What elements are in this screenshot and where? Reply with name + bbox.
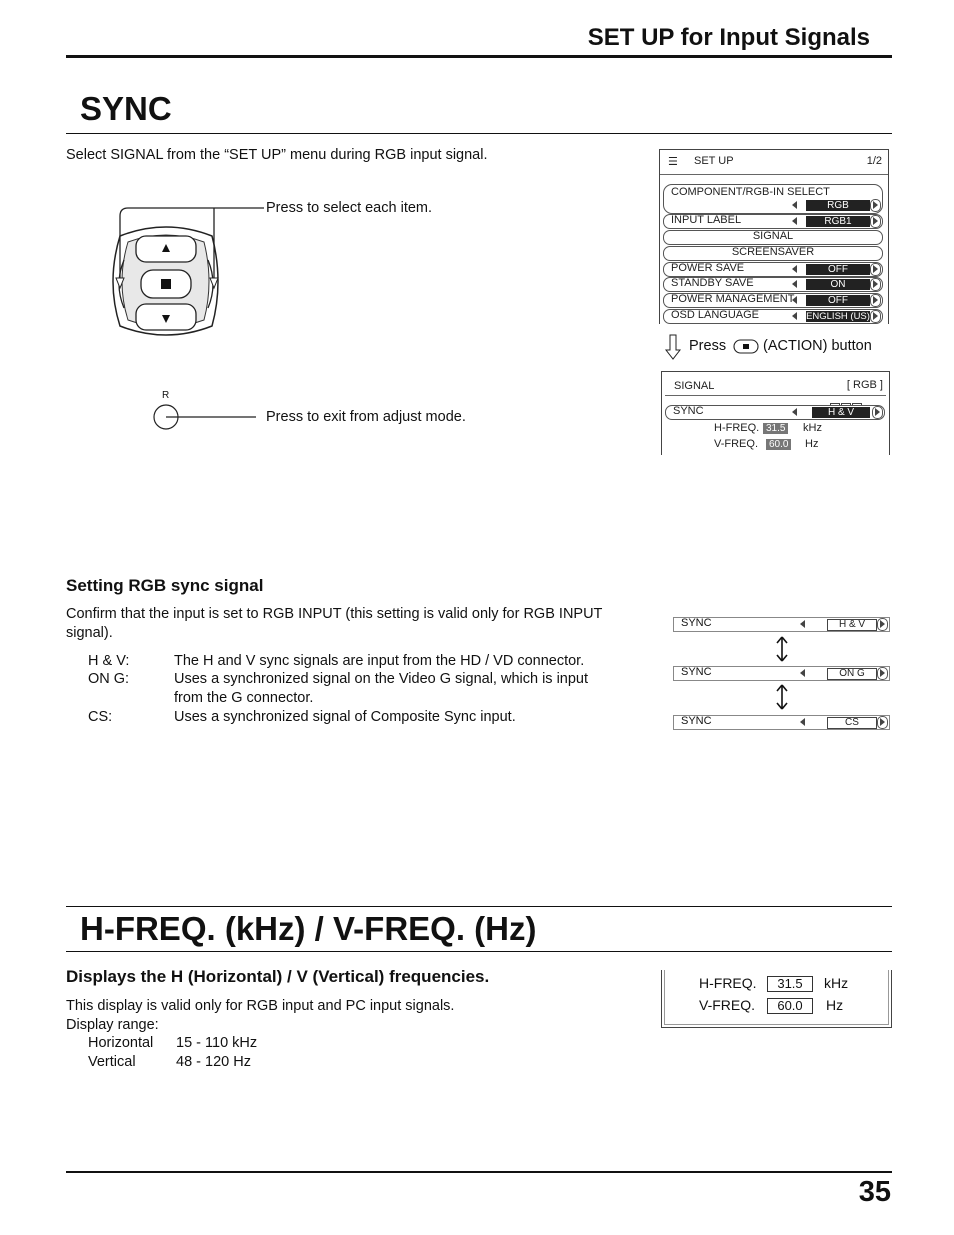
menu-list-icon: ☰	[668, 156, 678, 168]
r-button-label: R	[162, 390, 170, 401]
press-select-label: Press to select each item.	[266, 200, 433, 216]
term-h-and-v: H & V:	[88, 653, 130, 669]
arrow-left-icon	[792, 296, 797, 304]
freq-line2: Display range:	[66, 1017, 159, 1033]
press-exit-label: Press to exit from adjust mode.	[266, 409, 466, 425]
header-rule	[66, 55, 892, 58]
signal-hfreq-value: 31.5	[763, 423, 788, 434]
freq-heading: Displays the H (Horizontal) / V (Vertical) frequencies.	[66, 967, 490, 986]
display-hfreq-label: H-FREQ.	[699, 975, 757, 991]
menu-row-screensaver[interactable]: SCREENSAVER	[663, 246, 883, 261]
range-vertical-name: Vertical	[88, 1054, 136, 1070]
menu-row-osd-language[interactable]: OSD LANGUAGE ENGLISH (US)	[663, 309, 883, 324]
freq-title: H-FREQ. (kHz) / V-FREQ. (Hz)	[80, 910, 537, 947]
signal-hfreq-unit: kHz	[803, 422, 822, 434]
setup-menu-title: SET UP	[694, 155, 734, 167]
footer-rule	[66, 1171, 892, 1173]
signal-vfreq-unit: Hz	[805, 438, 819, 450]
setup-menu-page: 1/2	[866, 155, 882, 167]
menu-row-input-label[interactable]: INPUT LABEL RGB1	[663, 214, 883, 229]
arrow-left-icon	[792, 265, 797, 273]
arrow-right-icon	[877, 618, 888, 631]
arrow-right-icon	[870, 310, 881, 323]
arrow-left-icon	[792, 312, 797, 320]
signal-hfreq-label: H-FREQ.	[714, 422, 760, 434]
page-number: 35	[858, 1176, 891, 1208]
arrow-right-icon	[872, 406, 883, 419]
signal-sync-row[interactable]: SYNC H & V	[665, 405, 885, 420]
setup-menu-panel	[659, 149, 889, 324]
sync-title: SYNC	[80, 90, 172, 127]
menu-row-standby-save[interactable]: STANDBY SAVE ON	[663, 277, 883, 292]
menu-row-power-save[interactable]: POWER SAVE OFF	[663, 262, 883, 277]
arrow-right-icon	[870, 263, 881, 276]
arrow-left-icon	[792, 217, 797, 225]
signal-source: RGB	[853, 379, 877, 391]
action-button-icon	[733, 339, 759, 354]
signal-menu-panel	[661, 371, 890, 455]
arrow-left-icon	[792, 280, 797, 288]
sync-option-cs[interactable]: SYNC CS	[673, 715, 890, 730]
desc-h-and-v: The H and V sync signals are input from the HD / VD connector.	[174, 653, 585, 669]
rgb-sync-heading: Setting RGB sync signal	[66, 576, 264, 595]
display-hfreq-unit: kHz	[824, 975, 849, 991]
range-vertical-value: 48 - 120 Hz	[176, 1054, 251, 1070]
arrow-right-icon	[877, 667, 888, 680]
sync-option-on-g[interactable]: SYNC ON G	[673, 666, 890, 681]
term-cs: CS:	[88, 709, 113, 725]
range-horizontal-name: Horizontal	[88, 1035, 154, 1051]
arrow-right-icon	[870, 278, 881, 291]
arrow-right-icon	[877, 716, 888, 729]
freq-top-rule	[66, 906, 892, 907]
sync-intro: Select SIGNAL from the “SET UP” menu during RGB input signal.	[66, 147, 488, 163]
press-action-prefix: Press	[689, 338, 727, 354]
desc-on-g-line2: from the G connector.	[174, 690, 314, 706]
freq-display-panel	[661, 970, 892, 1028]
signal-indicator-icon	[830, 399, 862, 403]
arrow-left-icon	[800, 718, 805, 726]
down-arrow-icon	[664, 334, 682, 360]
menu-row-signal[interactable]: SIGNAL	[663, 230, 883, 245]
page-header-title: SET UP for Input Signals	[587, 24, 870, 51]
arrow-left-icon	[800, 669, 805, 677]
sync-option-h-and-v[interactable]: SYNC H & V	[673, 617, 890, 632]
display-vfreq-label: V-FREQ.	[699, 997, 756, 1013]
arrow-right-icon	[870, 199, 881, 212]
arrow-left-icon	[800, 620, 805, 628]
range-horizontal-value: 15 - 110 kHz	[176, 1035, 258, 1051]
up-down-arrow-icon	[774, 684, 790, 710]
remote-pad-illustration	[100, 200, 270, 340]
sync-title-rule	[66, 133, 892, 134]
signal-vfreq-label: V-FREQ.	[714, 438, 759, 450]
r-button-illustration[interactable]	[150, 402, 260, 432]
signal-menu-title: SIGNAL	[674, 380, 715, 392]
signal-vfreq-value: 60.0	[766, 439, 791, 450]
arrow-left-icon	[792, 201, 797, 209]
display-vfreq-unit: Hz	[826, 997, 844, 1013]
up-down-arrow-icon	[774, 636, 790, 662]
menu-row-component-select[interactable]: COMPONENT/RGB-IN SELECT RGB	[663, 184, 883, 214]
freq-line1: This display is valid only for RGB input and PC input signals.	[66, 998, 455, 1014]
display-vfreq-value: 60.0	[767, 998, 813, 1014]
desc-on-g-line1: Uses a synchronized signal on the Video G signal, which is input	[174, 671, 589, 687]
menu-row-power-management[interactable]: POWER MANAGEMENT OFF	[663, 293, 883, 308]
desc-cs: Uses a synchronized signal of Composite Sync input.	[174, 709, 516, 725]
press-action-suffix: (ACTION) button	[763, 338, 872, 354]
signal-source-bracket: [ RGB ]	[846, 379, 883, 391]
arrow-left-icon	[792, 408, 797, 416]
rgb-sync-description: Confirm that the input is set to RGB INPUT (this setting is valid only for RGB INPUT signal).	[66, 606, 603, 641]
arrow-right-icon	[870, 215, 881, 228]
freq-title-rule	[66, 951, 892, 952]
display-hfreq-value: 31.5	[767, 976, 813, 992]
arrow-right-icon	[870, 294, 881, 307]
term-on-g: ON G:	[88, 671, 130, 687]
